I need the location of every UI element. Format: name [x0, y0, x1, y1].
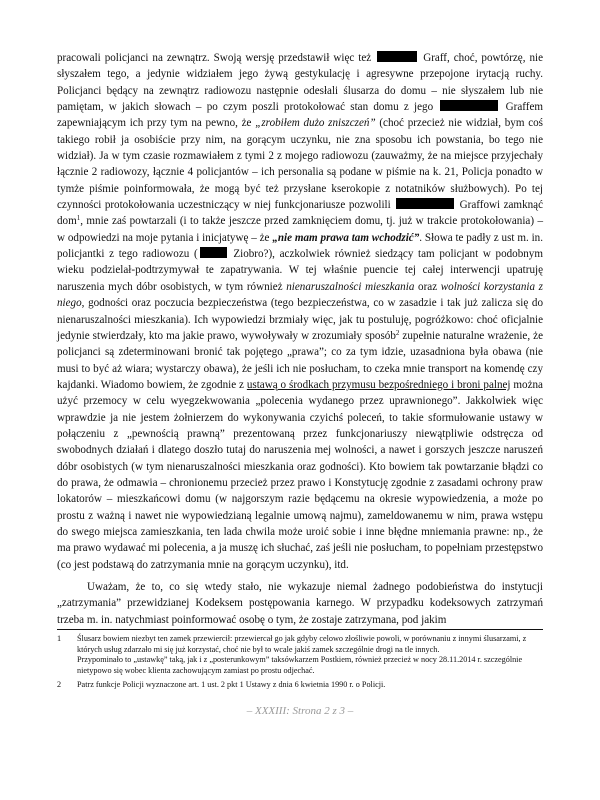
redacted-name [396, 198, 454, 209]
statute-reference: ustawą o środkach przymusu bezpośredniego i broni palnej [246, 378, 511, 391]
document-page [57, 50, 543, 691]
page-footer: – XXXIII: Strona 2 z 3 – [246, 705, 354, 717]
footnote-text: Przypominało to „ustawkę” taką, jak i z „posterunkowym” taksówkarzem Postkiem, również przecież w nocy 28.11.2014 r. szczególnie nietypowo się wobec klienta zachowującym zamiast po prostu odjechać. [77, 655, 523, 675]
paragraph-1: pracowali policjanci na zewnątrz. Swoją wersję przedstawił więc też Graff, choć, powtórzę, nie słyszałem tego, a jedynie widziałem jego żywą gestykulację i agresywne przepojone irytacją ruchy. Policjanci będący na zewnątrz radiowozu następnie odesłali ślusarza do domu – nie słyszałem lub nie pamiętam, w jakich słowach – po czym poszli protokołować stan domu z jego Graffem zapewniającym ich przy tym na pewno, że „zrobiłem dużo zniszczeń” (choć przecież nie widział, bym coś takiego robił ja osobiście przy nim, na gorącym uczynku, nie zna sposobu ich powstania, bo tego nie widział). Ja w tym czasie rozmawiałem z tymi 2 z mojego radiowozu (zauważmy, że na miejsce przyjechały łącznie 2 radiowozy, łącznie 4 policjantów – ich personalia są podane w piśmie na k. 21, Policja ponadto w tymże piśmie poinformowała, że mogą być też przysłane kserokopie z notatników służbowych). Po tej czynności protokołowania uczestniczący w niej funkcjonariusze pozwolili Graffowi zamknąć dom$^1$, mnie zaś powtarzali (i to także jeszcze przed zamknięciem domu, tj. już w trakcie protokołowania) – w odpowiedzi na moje pytania i inicjatywę – że „nie mam prawa tam wchodzić”. Słowa te padły z ust m. in. policjantki z tego radiowozu ( Ziobro?), aczkolwiek również siedzący tam policjant w podobnym wieku podzielał-podtrzymywał te zapatrywania. W tej właśnie puencie tej całej interwencji upatruję naruszenia mych dóbr osobistych, w tym również nienaruszalności mieszkania oraz wolności korzystania z niego, godności oraz poczucia bezpieczeństwa (tego bezpieczeństwa, co w zasadzie i tak już zalicza się do nienaruszalności mieszkania). Ich wypowiedzi brzmiały więc, jak tu postuluję, pogróżkowo: choć oficjalnie jedynie stwierdzały, kto ma jakie prawo, wywoływały w zrozumiały sposób$^2$ zupełnie naturalne wrażenie, że policjanci są zdeterminowani bronić tak pojętego „prawa”; co za tym idzie, uzasadniona była obawa (nie musi to być aż wiara; wystarczy obawa), że jeśli ich nie posłucham, to czeka mnie transport na komendę czy kajdanki. Wiadomo bowiem, że zgodnie z ustawą o środkach przymusu bezpośredniego i broni palnej można użyć przemocy w celu wyegzekwowania „polecenia wydanego przez uprawnionego”. Jakkolwiek więc wprawdzie ja nie jestem żołnierzem do wykonywania czyichś poleceń, to takie sformułowanie ustawy w połączeniu z „pewnością prawną” prezentowaną przez funkcjonariuszy niewątpliwie odstręcza od swobodnych działań i dlatego doszło tutaj do naruszenia mej wolności, a nawet i gorszych jeszcze naruszeń dóbr osobistych (w tym nienaruszalności mieszkania oraz godności). Kto bowiem tak powtarzanie błądzi co do prawa, że odmawia – chronionemu przecież przez prawo i Konstytucję zgodnie z zasadami ochrony praw lokatorów – mieszkańcowi domu (w najgorszym razie będącemu na okresie wypowiedzenia, a może po prostu z ważną i nawet nie wypowiedzianą legalnie umową najmu), zameldowanemu w nim, prawa wstępu do swego miejsca zamieszkania, ten lada chwila może uroić sobie i inne błędne mniemania prawne: np., że ma prawo wydawać mi polecenia, a ja muszę ich słuchać, zaś jeśli nie posłucham, to popełniam przestępstwo (co jest podstawą do zatrzymania mnie na gorącym uczynku), itd. [57, 52, 544, 571]
footnote-1 [57, 634, 543, 676]
redacted-name [440, 100, 498, 111]
footnote-text: Ślusarz bowiem niezbyt ten zamek przewiercił: przewiercał go jak gdyby celowo złośliwie powoli, w porównaniu z innymi ślusarzami, z których usług zdarzało mi się już korzystać, choć nie był to wcale jakiś zamek szczególnie drogi na tle innych. [77, 634, 527, 654]
footnote-ref-1[interactable]: 1 [76, 214, 81, 223]
footnote-2 [57, 680, 543, 691]
footnote-text: Patrz funkcje Policji wyznaczone art. 1 ust. 2 pkt 1 Ustawy z dnia 6 kwietnia 1990 r. o Policji. [77, 680, 386, 690]
redacted-name [200, 247, 227, 258]
footnote-number: 2 [57, 680, 62, 690]
footnote-ref-2[interactable]: 2 [395, 328, 400, 337]
paragraph-2: Uważam, że to, co się wtedy stało, nie wykazuje niemal żadnego podobieństwa do instytucji „zatrzymania” przewidzianej Kodeksem postępowania karnego. W przypadku kodeksowych zatrzymań trzeba m. in. natychmiast poinformować osobę o tym, że zostaje zatrzymana, pod jakim [57, 581, 543, 626]
redacted-name [377, 51, 417, 62]
footnote-separator [57, 629, 543, 630]
footnote-number: 1 [57, 634, 62, 644]
